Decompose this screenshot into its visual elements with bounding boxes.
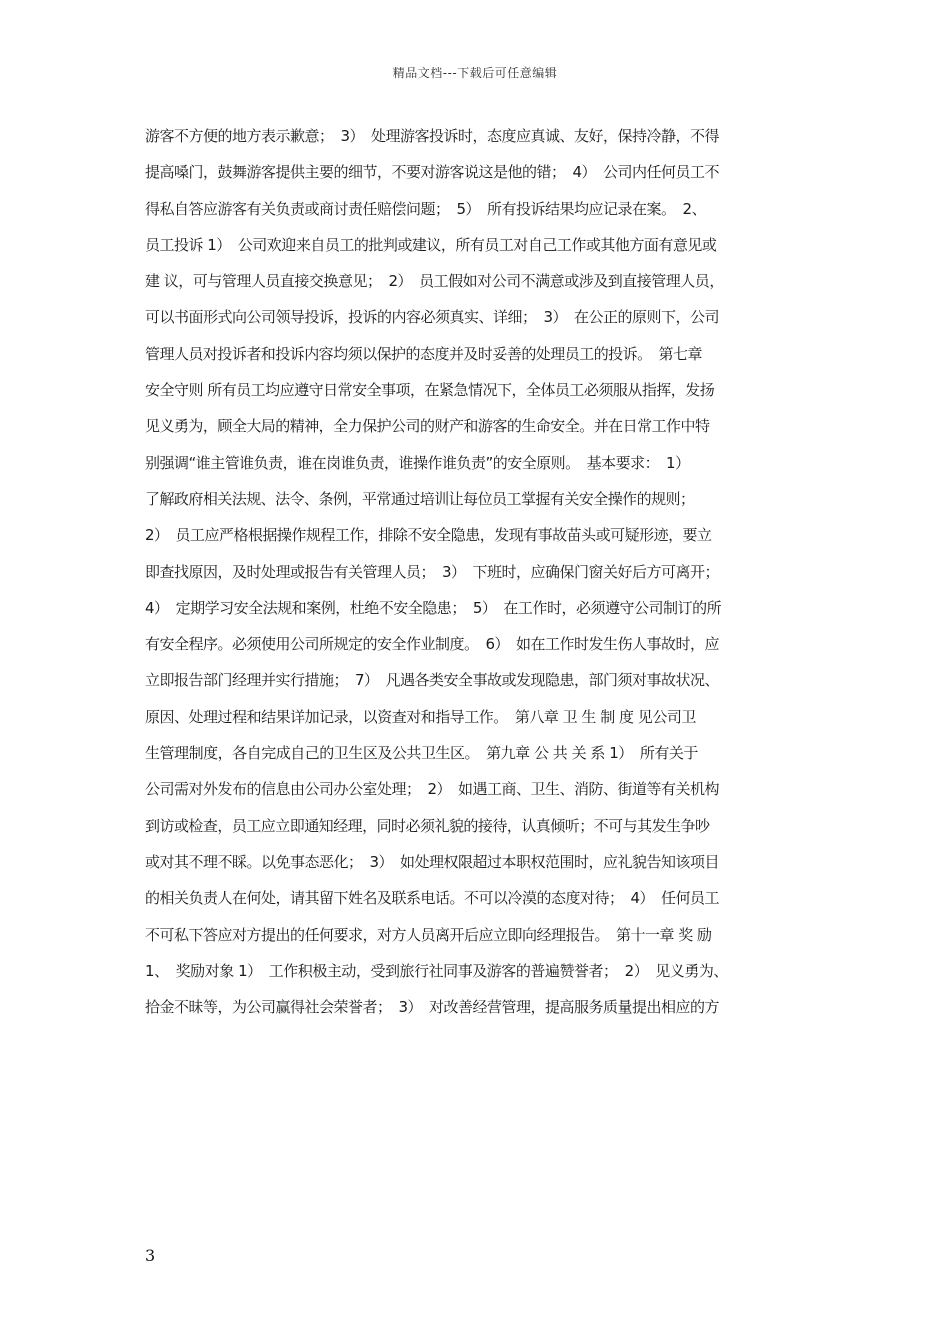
text-line: 即查找原因，及时处理或报告有关管理人员； 3） 下班时，应确保门窗关好后方可离开； <box>145 562 720 581</box>
text-line: 了解政府相关法规、法令、条例，平常通过培训让每位员工掌握有关安全操作的规则； <box>145 489 695 508</box>
text-line: 原因、处理过程和结果详加记录，以资查对和指导工作。 第八章 卫 生 制 度 见公司卫 <box>145 707 696 726</box>
text-line: 4） 定期学习安全法规和案例，杜绝不安全隐患； 5） 在工作时，必须遵守公司制订的所 <box>145 598 722 617</box>
text-line: 的相关负责人在何处，请其留下姓名及联系电话。不可以冷漠的态度对待； 4） 任何员工 <box>145 889 720 908</box>
text-line: 管理人员对投诉者和投诉内容均须以保护的态度并及时妥善的处理员工的投诉。 第七章 <box>145 344 702 363</box>
text-line: 提高嗓门，鼓舞游客提供主要的细节，不要对游客说这是他的错； 4） 公司内任何员工不 <box>145 163 720 182</box>
text-line: 立即报告部门经理并实行措施； 7） 凡遇各类安全事故或发现隐患，部门须对事故状况、 <box>145 671 720 690</box>
page-header: 精品文档---下载后可任意编辑 <box>392 66 558 80</box>
body-text <box>145 118 825 1025</box>
text-line: 安全守则 所有员工均应遵守日常安全事项，在紧急情况下，全体员工必须服从指挥，发扬 <box>145 381 715 400</box>
text-line: 1、 奖励对象 1） 工作积极主动，受到旅行社同事及游客的普遍赞誉者； 2） 见义勇为、 <box>145 961 728 980</box>
text-line: 可以书面形式向公司领导投诉，投诉的内容必须真实、详细； 3） 在公正的原则下，公司 <box>145 308 720 327</box>
text-line: 见义勇为，顾全大局的精神，全力保护公司的财产和游客的生命安全。并在日常工作中特 <box>145 417 710 436</box>
text-line: 拾金不昧等，为公司赢得社会荣誉者； 3） 对改善经营管理，提高服务质量提出相应的方 <box>145 998 720 1017</box>
text-line: 有安全程序。必须使用公司所规定的安全作业制度。 6） 如在工作时发生伤人事故时，应 <box>145 635 720 654</box>
page-number: 3 <box>145 1246 156 1265</box>
text-line: 2） 员工应严格根据操作规程工作，排除不安全隐患，发现有事故苗头或可疑形迹，要立 <box>145 526 712 545</box>
text-line: 或对其不理不睬。以免事态恶化； 3） 如处理权限超过本职权范围时，应礼貌告知该项目 <box>145 852 720 871</box>
text-line: 不可私下答应对方提出的任何要求，对方人员离开后应立即向经理报告。 第十一章 奖 励 <box>145 925 712 944</box>
text-line: 建 议，可与管理人员直接交换意见； 2） 员工假如对公司不满意或涉及到直接管理人员， <box>145 272 724 291</box>
text-line: 公司需对外发布的信息由公司办公室处理； 2） 如遇工商、卫生、消防、街道等有关机构 <box>145 780 720 799</box>
text-line: 游客不方便的地方表示歉意； 3） 处理游客投诉时，态度应真诚、友好，保持冷静，不得 <box>145 127 720 145</box>
text-line: 生管理制度，各自完成自己的卫生区及公共卫生区。 第九章 公 共 关 系 1） 所有关于 <box>145 744 698 763</box>
text-line: 别强调“谁主管谁负责，谁在岗谁负责，谁操作谁负责”的安全原则。 基本要求： 1） <box>145 453 690 472</box>
text-line: 员工投诉 1） 公司欢迎来自员工的批判或建议，所有员工对自己工作或其他方面有意见或 <box>145 235 717 254</box>
text-line: 得私自答应游客有关负责或商讨责任赔偿问题； 5） 所有投诉结果均应记录在案。 2、 <box>145 199 707 218</box>
text-line: 到访或检查，员工应立即通知经理，同时必须礼貌的接待，认真倾听；不可与其发生争吵 <box>145 816 710 835</box>
